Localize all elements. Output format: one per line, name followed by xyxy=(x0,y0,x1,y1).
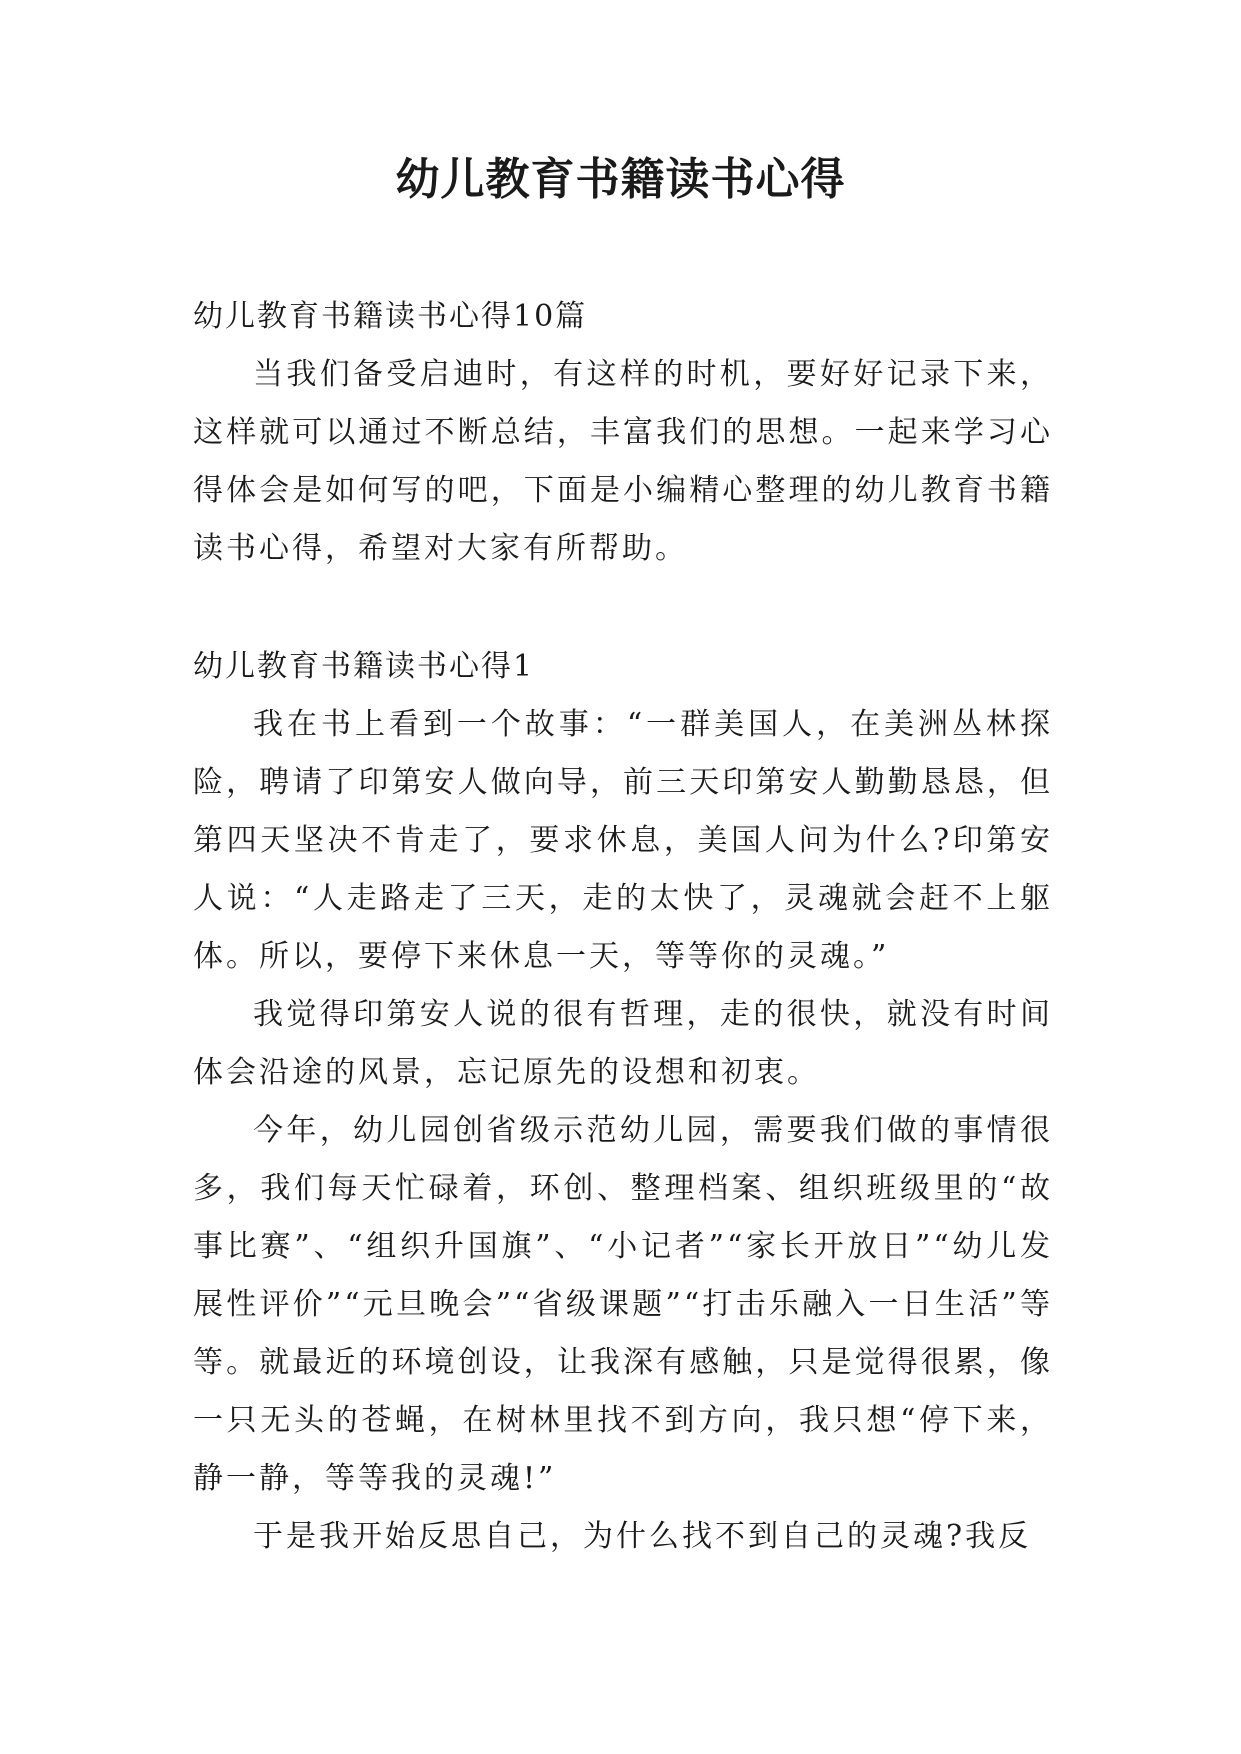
body-paragraph: 今年，幼儿园创省级示范幼儿园，需要我们做的事情很多，我们每天忙碌着，环创、整理档案、组织班级里的“故事比赛”、“组织升国旗”、“小记者”“家长开放日”“幼儿发展性评价”“元旦晚会”“省级课题”“打击乐融入一日生活”等等。就最近的环境创设，让我深有感触，只是觉得很累，像一只无头的苍蝇，在树林里找不到方向，我只想“停下来，静一静，等等我的灵魂!” xyxy=(193,1113,1053,1496)
document-subtitle: 幼儿教育书籍读书心得10篇 xyxy=(193,299,588,334)
body-paragraph: 我觉得印第安人说的很有哲理，走的很快，就没有时间体会沿途的风景，忘记原先的设想和初衷。 xyxy=(193,997,1053,1090)
intro-paragraph: 当我们备受启迪时，有这样的时机，要好好记录下来，这样就可以通过不断总结，丰富我们的思想。一起来学习心得体会是如何写的吧，下面是小编精心整理的幼儿教育书籍读书心得，希望对大家有所帮助。 xyxy=(193,357,1053,566)
body-paragraph: 我在书上看到一个故事：“一群美国人，在美洲丛林探险，聘请了印第安人做向导，前三天印第安人勤勤恳恳，但第四天坚决不肯走了，要求休息，美国人问为什么?印第安人说：“人走路走了三天，走的太快了，灵魂就会赶不上躯体。所以，要停下来休息一天，等等你的灵魂。” xyxy=(193,707,1053,974)
document-body xyxy=(193,288,1053,1566)
body-paragraph: 于是我开始反思自己，为什么找不到自己的灵魂?我反 xyxy=(253,1519,1032,1554)
section-heading: 幼儿教育书籍读书心得1 xyxy=(193,649,535,684)
section-spacer xyxy=(193,578,1053,638)
document-title: 幼儿教育书籍读书心得 xyxy=(395,154,846,205)
